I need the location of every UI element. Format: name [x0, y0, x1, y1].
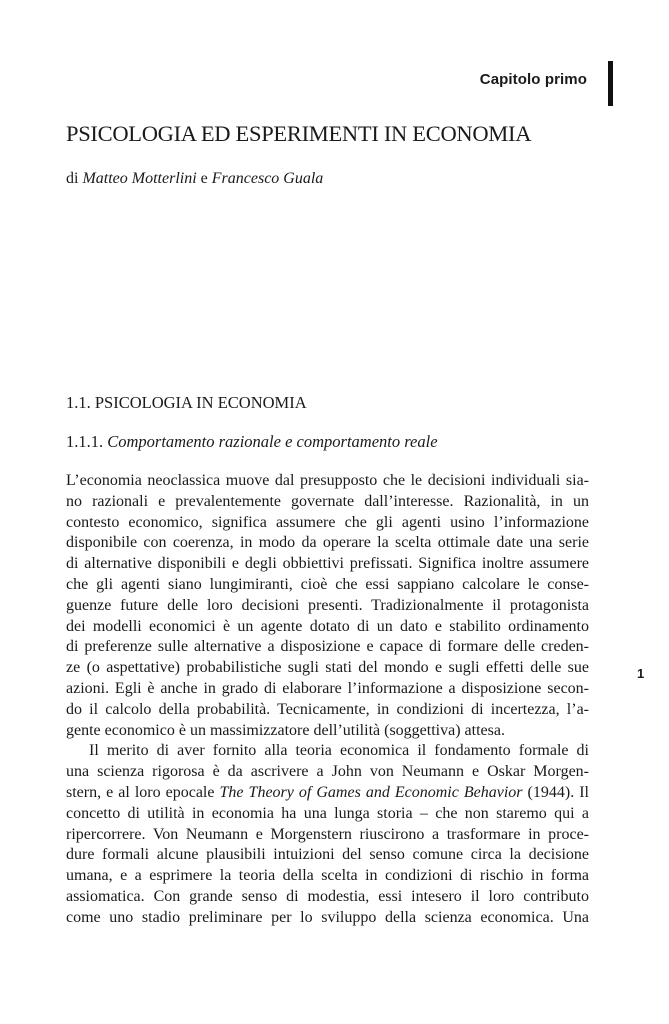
text-line: assiomatica. Con grande senso di modestia, essi intesero il loro contributo: [66, 887, 589, 905]
chapter-label: Capitolo primo: [479, 71, 587, 88]
text-line: no razionali e prevalentemente governate dall’interesse. Razionalità, in un: [66, 492, 589, 510]
text-line: guenze future delle loro decisioni presenti. Tradizionalmente il protagonista: [66, 596, 589, 614]
text-line: umana, e a esprimere la teoria della scelta in condizioni di rischio in forma: [66, 867, 589, 885]
text-line: che gli agenti siano lungimiranti, cioè che essi sappiano calcolare le conse-: [66, 575, 589, 593]
chapter-marker-bar: [608, 61, 613, 106]
book-title: The Theory of Games and Economic Behavior: [219, 783, 523, 801]
chapter-title: PSICOLOGIA ED ESPERIMENTI IN ECONOMIA: [66, 121, 532, 146]
text-line: di alternative disponibili e degli obbiettivi prefissati. Significa inoltre assumere: [66, 555, 589, 573]
authors-conjunction: e: [200, 170, 208, 187]
text-line: [66, 783, 589, 804]
text-line: gente economico è un massimizzatore dell’utilità (soggettiva) attesa.: [66, 721, 505, 739]
text-fragment: stern, e al loro epocale: [66, 783, 215, 801]
text-line: contesto economico, significa assumere che gli agenti usino l’informazione: [66, 513, 589, 531]
author-name: Matteo Motterlini: [82, 170, 197, 187]
text-fragment: (1944). Il: [527, 783, 590, 801]
authors-line: [66, 170, 323, 188]
text-line: di preferenze sulle alternative a disposizione e capace di formare delle creden-: [66, 638, 589, 656]
paragraph: [66, 741, 589, 928]
page-number: 1: [637, 666, 645, 681]
text-line: come uno stadio preliminare per lo sviluppo della scienza economica. Una: [66, 908, 589, 926]
subsection-heading: [66, 432, 438, 452]
subsection-title: Comportamento razionale e comportamento reale: [107, 432, 438, 451]
authors-prefix: di: [66, 170, 79, 187]
text-line: dei modelli economici è un agente dotato di un dato e stabilito ordinamento: [66, 617, 589, 635]
text-line: una scienza rigorosa è da ascrivere a John von Neumann e Oskar Morgen-: [66, 763, 589, 781]
section-heading: 1.1. PSICOLOGIA IN ECONOMIA: [66, 393, 307, 412]
text-line: ze (o aspettative) probabilistiche sugli stati del mondo e sugli effetti delle sue: [66, 659, 589, 677]
text-line: azioni. Egli è anche in grado di elaborare l’informazione a disposizione secon-: [66, 679, 589, 697]
text-line: disponibile con coerenza, in modo da operare la scelta ottimale date una serie: [66, 534, 589, 552]
text-line: L’economia neoclassica muove dal presupposto che le decisioni individuali sia-: [66, 472, 589, 489]
subsection-number: 1.1.1.: [66, 432, 104, 451]
text-line: concetto di utilità in economia ha una lunga storia – che non staremo qui a: [66, 804, 589, 822]
text-line: Il merito di aver fornito alla teoria economica il fondamento formale di: [89, 742, 589, 760]
author-name: Francesco Guala: [211, 170, 324, 187]
text-line: dure formali alcune plausibili intuizioni del senso comune circa la decisione: [66, 846, 589, 864]
body-text: [66, 471, 589, 929]
paragraph: [66, 471, 589, 741]
text-line: do il calcolo della probabilità. Tecnicamente, in condizioni di incertezza, l’a-: [66, 700, 589, 718]
text-line: ripercorrere. Von Neumann e Morgenstern riuscirono a trasformare in proce-: [66, 825, 589, 843]
